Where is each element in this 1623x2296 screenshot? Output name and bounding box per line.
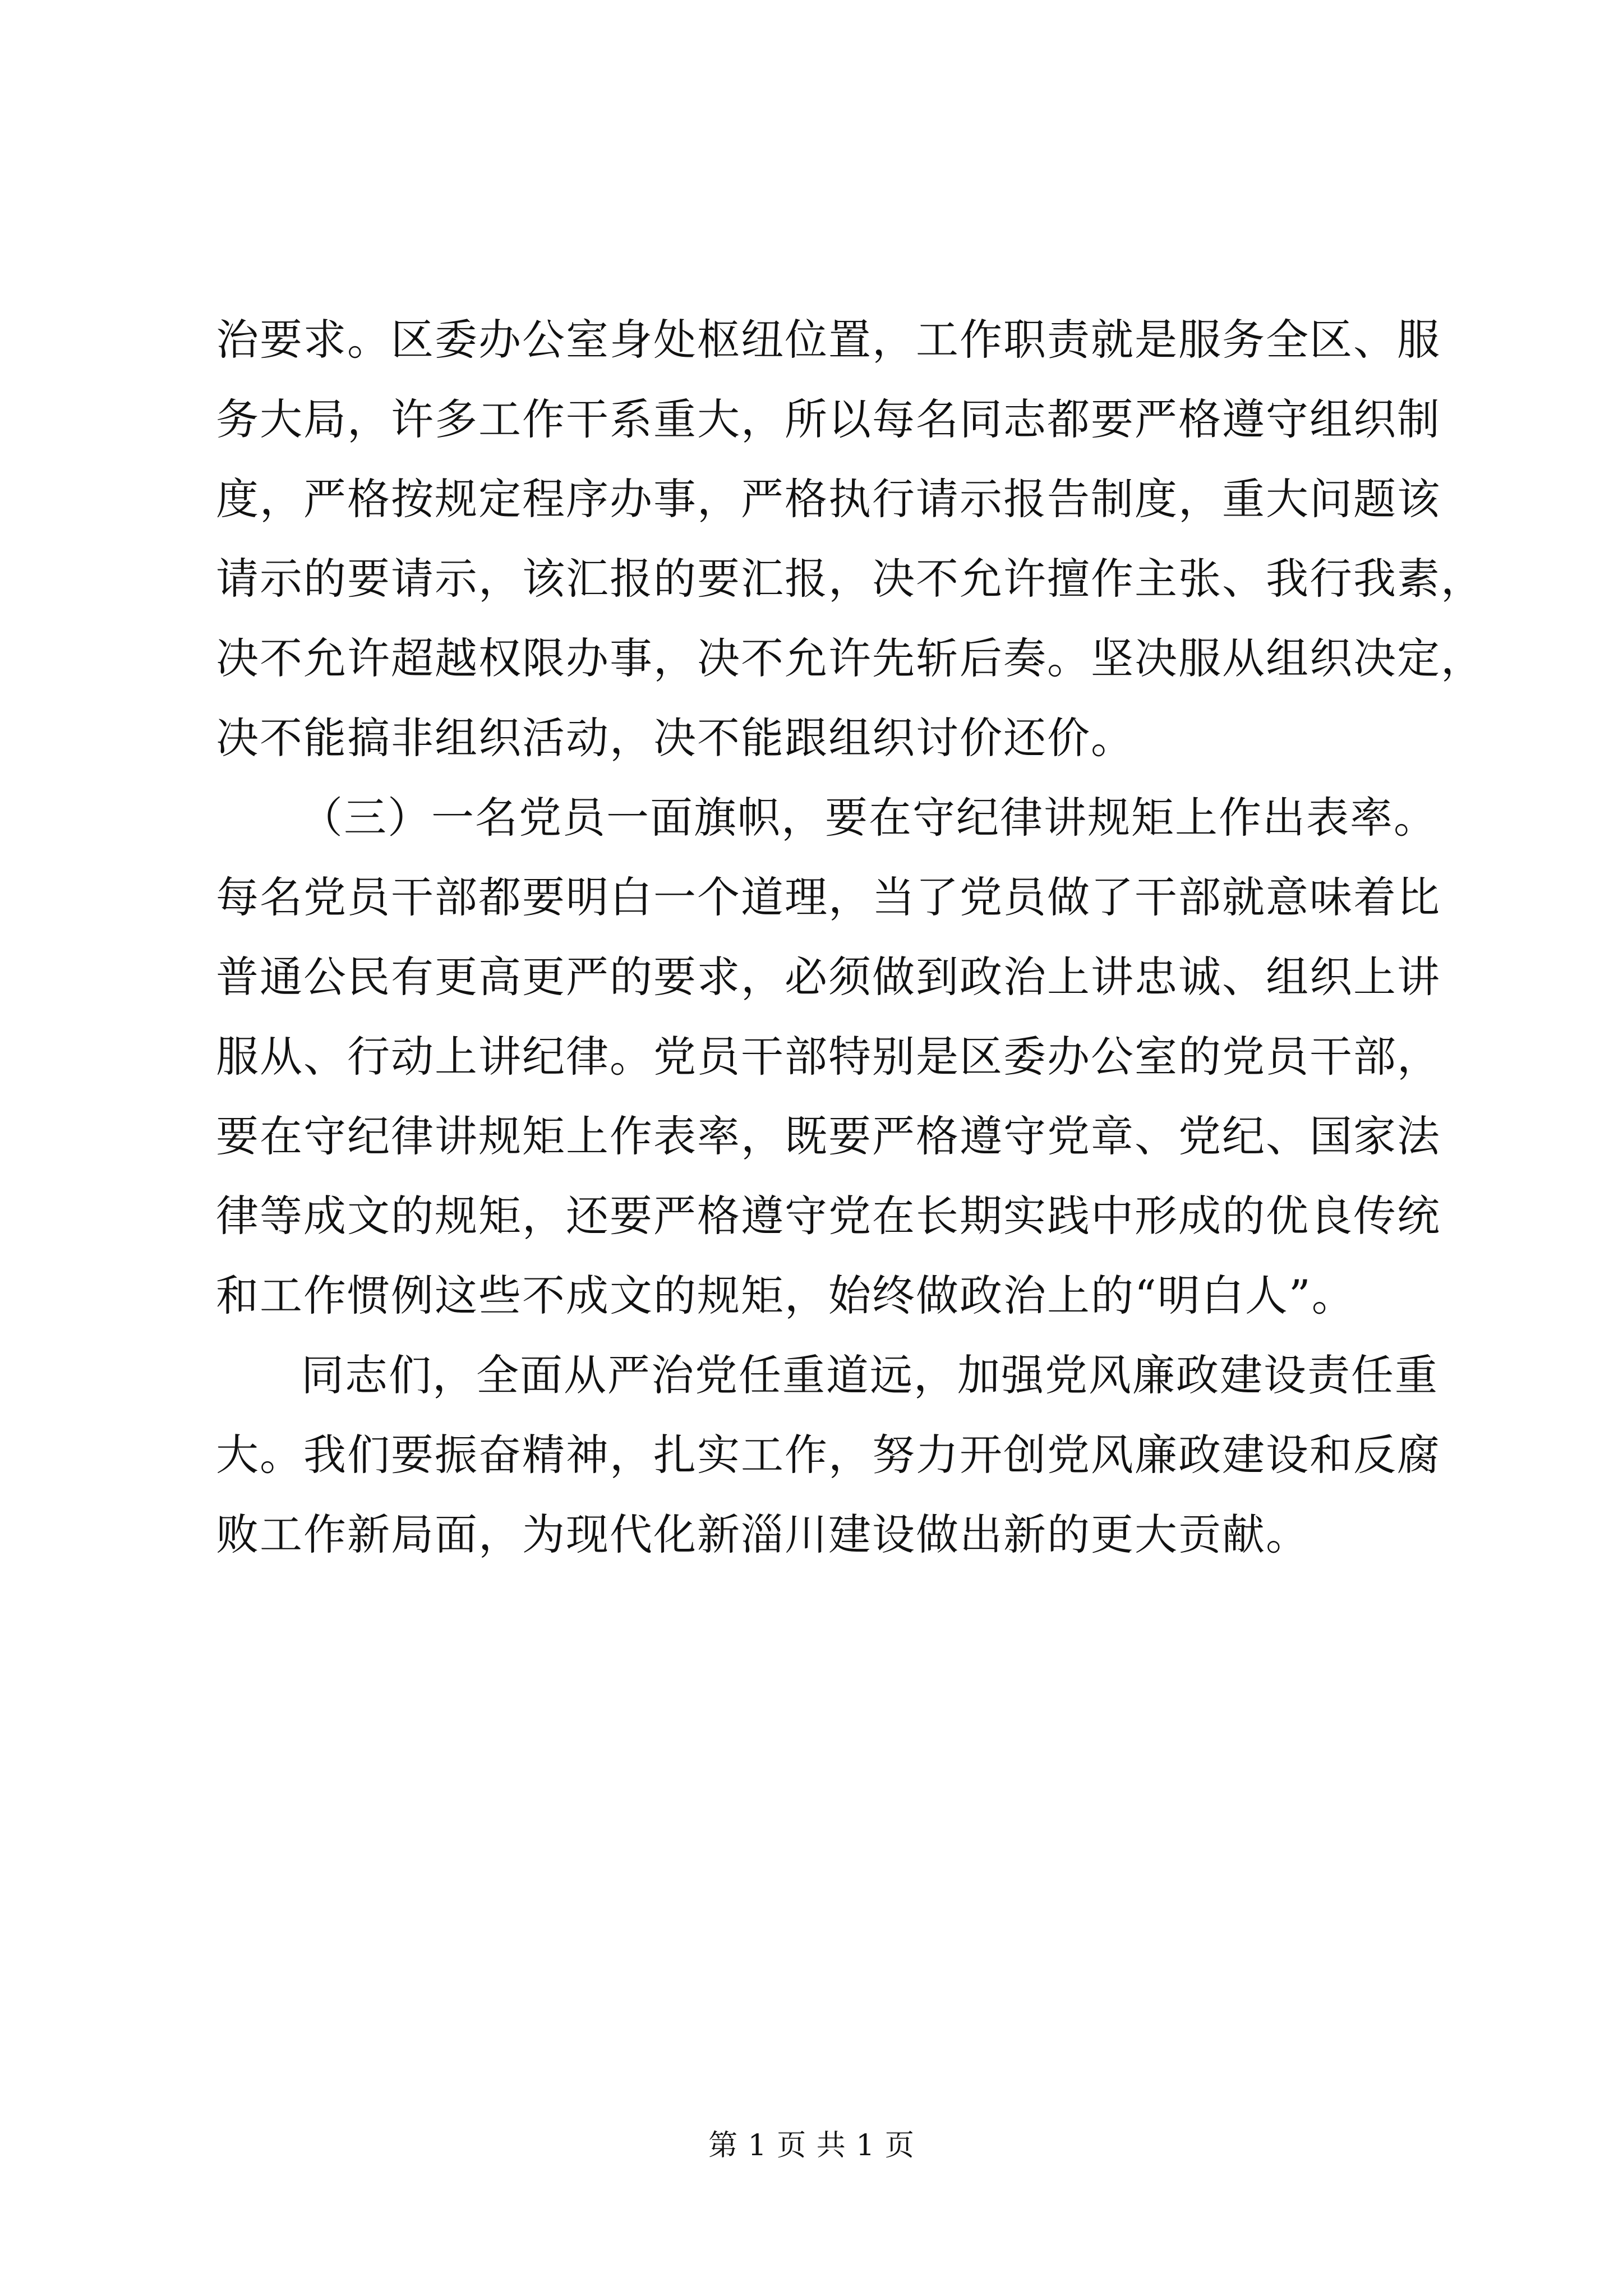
section-heading: （三）一名党员一面旗帜，要在守纪律讲规矩上作出表率。 <box>300 793 1437 843</box>
text-line: 和工作惯例这些不成文的规矩，始终做政治上的“明白人”。 <box>216 1271 1355 1320</box>
text-line: 每名党员干部都要明白一个道理，当了党员做了干部就意味着比 <box>216 872 1441 922</box>
text-line: 服从、行动上讲纪律。党员干部特别是区委办公室的党员干部， <box>216 1032 1441 1082</box>
text-line: 同志们，全面从严治党任重道远，加强党风廉政建设责任重 <box>301 1350 1438 1400</box>
text-line: 治要求。区委办公室身处枢纽位置，工作职责就是服务全区、服 <box>216 315 1441 365</box>
text-line: 大。我们要振奋精神，扎实工作，努力开创党风廉政建设和反腐 <box>216 1430 1441 1480</box>
text-line: 要在守纪律讲规矩上作表率，既要严格遵守党章、党纪、国家法 <box>216 1111 1441 1161</box>
text-line: 普通公民有更高更严的要求，必须做到政治上讲忠诚、组织上讲 <box>216 952 1441 1002</box>
text-line: 败工作新局面，为现代化新淄川建设做出新的更大贡献。 <box>216 1510 1310 1559</box>
text-line: 律等成文的规矩，还要严格遵守党在长期实践中形成的优良传统 <box>216 1191 1441 1241</box>
text-line: 请示的要请示，该汇报的要汇报，决不允许擅作主张、我行我素， <box>216 554 1484 604</box>
text-line: 决不允许超越权限办事，决不允许先斩后奏。坚决服从组织决定， <box>216 633 1484 683</box>
body-text <box>216 300 1484 1575</box>
page-number-footer: 第 1 页 共 1 页 <box>708 2129 915 2162</box>
text-line: 务大局，许多工作干系重大，所以每名同志都要严格遵守组织制 <box>216 394 1441 444</box>
text-line: 决不能搞非组织活动，决不能跟组织讨价还价。 <box>216 713 1135 763</box>
text-line: 度，严格按规定程序办事，严格执行请示报告制度，重大问题该 <box>216 474 1441 524</box>
